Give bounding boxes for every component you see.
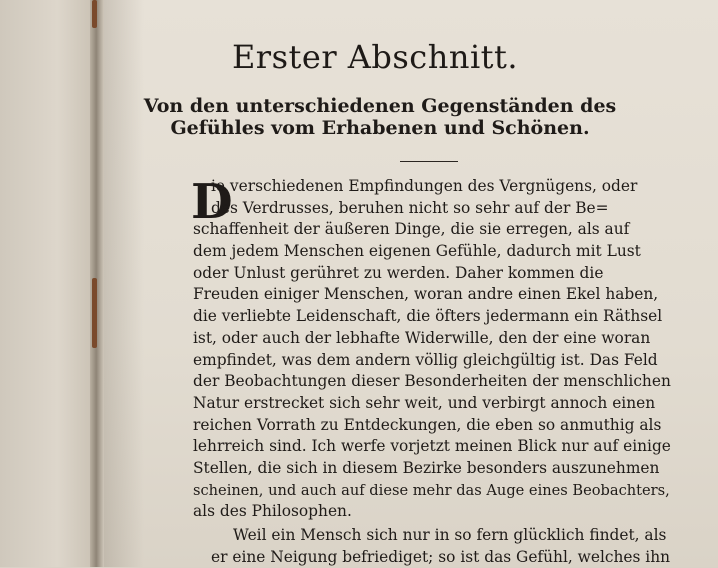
body-text xyxy=(193,176,673,568)
subtitle-line-1: Von den unterschiedenen Gegenständen des xyxy=(143,95,617,117)
text-line: ist, oder auch der lebhafte Widerwille, den der eine woran xyxy=(193,328,651,347)
text-line: oder Unlust gerühret zu werden. Daher kommen die xyxy=(193,263,604,282)
subtitle-line-2: Gefühles vom Erhabenen und Schönen. xyxy=(170,116,590,139)
text-line: des Verdrusses, beruhen nicht so sehr auf der Be= xyxy=(211,198,609,217)
text-line: lehrreich sind. Ich werfe vorjetzt meinen Blick nur auf einige xyxy=(193,437,671,456)
text-line: Weil ein Mensch sich nur in so fern glücklich findet, als xyxy=(233,526,667,544)
text-line: reichen Vorrath zu Entdeckungen, die eben so anmuthig als xyxy=(193,415,662,434)
text-line: empfindet, was dem andern völlig gleichgültig ist. Das Feld xyxy=(193,350,658,369)
text-line: der Beobachtungen dieser Besonderheiten der menschlichen xyxy=(193,372,671,391)
drop-cap: D xyxy=(191,174,233,230)
text-line: die verliebte Leidenschaft, die öfters jedermann ein Räthsel xyxy=(193,307,663,326)
section-subtitle xyxy=(120,92,640,139)
text-line: als des Philosophen. xyxy=(193,502,352,521)
section-title: Erster Abschnitt. xyxy=(231,38,519,76)
paragraph-1 xyxy=(193,176,673,523)
text-line: scheinen, und auch auf diese mehr das Auge eines Beobachters, xyxy=(193,481,670,499)
page-shadow xyxy=(104,0,144,567)
text-line: Freuden einiger Menschen, woran andre einen Ekel haben, xyxy=(193,285,659,304)
paragraph-2 xyxy=(193,525,673,568)
left-page xyxy=(0,0,96,567)
text-line: er eine Neigung befriediget; so ist das Gefühl, welches ihn xyxy=(211,547,671,566)
text-line: Natur erstrecket sich sehr weit, und verbirgt annoch einen xyxy=(193,393,656,412)
text-line: schaffenheit der äußeren Dinge, die sie erregen, als auf xyxy=(193,220,630,239)
text-line: dem jedem Menschen eigenen Gefühle, dadurch mit Lust xyxy=(193,242,641,261)
binding-thread-middle xyxy=(92,278,97,348)
text-line: Stellen, die sich in diesem Bezirke besonders auszunehmen xyxy=(193,458,660,477)
text-line: ie verschiedenen Empfindungen des Vergnügens, oder xyxy=(211,177,638,195)
binding-thread-top xyxy=(92,0,97,28)
divider-rule xyxy=(400,161,458,162)
